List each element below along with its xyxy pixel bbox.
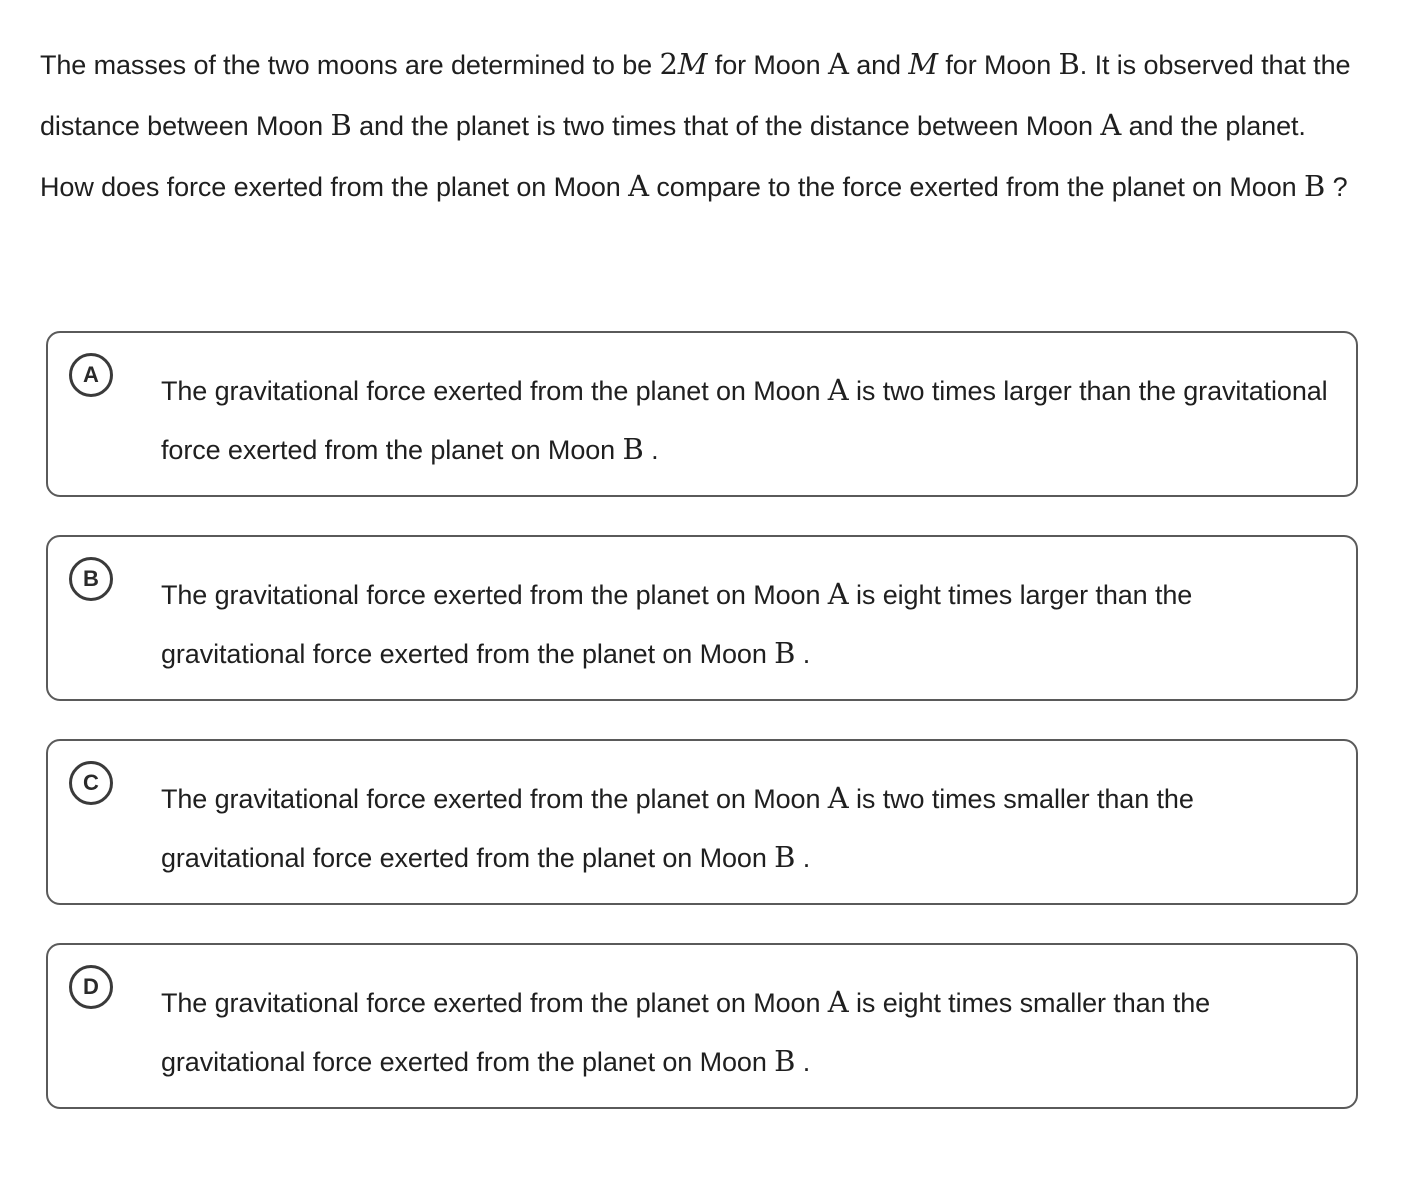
choice-text-part: The gravitational force exerted from the planet on Moon — [161, 580, 828, 610]
question-part: and — [848, 50, 909, 80]
math-variable: B — [622, 432, 644, 466]
answer-choice-a[interactable] — [46, 331, 1358, 497]
math-variable: M — [677, 47, 708, 81]
math-variable: B — [774, 636, 796, 670]
answer-choice-b[interactable] — [46, 535, 1358, 701]
question-part: The masses of the two moons are determined to be — [40, 50, 660, 80]
math-variable: M — [908, 47, 938, 81]
choice-text — [161, 973, 1341, 1091]
math-variable: B — [774, 840, 796, 874]
choice-text-part: is two times larger than the gravitational force exerted from the planet on Moon — [161, 376, 1328, 465]
question-part: ? — [1325, 172, 1348, 202]
choice-text-part: is two times smaller than the gravitational force exerted from the planet on Moon — [161, 784, 1194, 873]
choice-text-part: The gravitational force exerted from the planet on Moon — [161, 988, 828, 1018]
choice-letter-badge: B — [69, 557, 113, 601]
math-variable: A — [827, 373, 849, 407]
choice-text — [161, 565, 1341, 683]
choice-text — [161, 361, 1341, 479]
question-part: . It is observed that the distance between Moon — [40, 50, 1351, 141]
question-part: and the planet is two times that of the distance between Moon — [351, 111, 1101, 141]
choice-text-part: . — [795, 1047, 811, 1077]
question-part: and the planet. How does force exerted from the planet on Moon — [40, 111, 1306, 202]
math-variable: A — [1100, 108, 1122, 142]
question-part: for Moon — [937, 50, 1059, 80]
answer-choice-c[interactable] — [46, 739, 1358, 905]
choice-letter-badge: C — [69, 761, 113, 805]
choice-text-part: The gravitational force exerted from the planet on Moon — [161, 784, 828, 814]
math-variable: B — [330, 108, 352, 142]
choice-letter-badge: A — [69, 353, 113, 397]
choice-letter-badge: D — [69, 965, 113, 1009]
math-variable: A — [827, 577, 849, 611]
choice-text-part: . — [795, 843, 811, 873]
math-variable: B — [1303, 169, 1326, 203]
choice-text-part: is eight times larger than the gravitational force exerted from the planet on Moon — [161, 580, 1193, 669]
choice-text-part: . — [795, 639, 811, 669]
choice-text-part: . — [643, 435, 659, 465]
question-text — [40, 34, 1360, 217]
choice-text — [161, 769, 1341, 887]
answer-choice-d[interactable] — [46, 943, 1358, 1109]
question-part: for Moon — [707, 50, 828, 80]
math-variable: B — [1058, 47, 1080, 81]
math-variable: A — [827, 47, 849, 81]
choice-text-part: is eight times smaller than the gravitational force exerted from the planet on Moon — [161, 988, 1211, 1077]
math-variable: A — [827, 985, 849, 1019]
math-variable: B — [774, 1044, 796, 1078]
question-part: compare to the force exerted from the planet on Moon — [648, 172, 1304, 202]
choice-text-part: The gravitational force exerted from the planet on Moon — [161, 376, 828, 406]
math-coefficient: 2 — [659, 47, 678, 81]
math-variable: A — [827, 781, 849, 815]
math-variable: A — [628, 169, 649, 203]
